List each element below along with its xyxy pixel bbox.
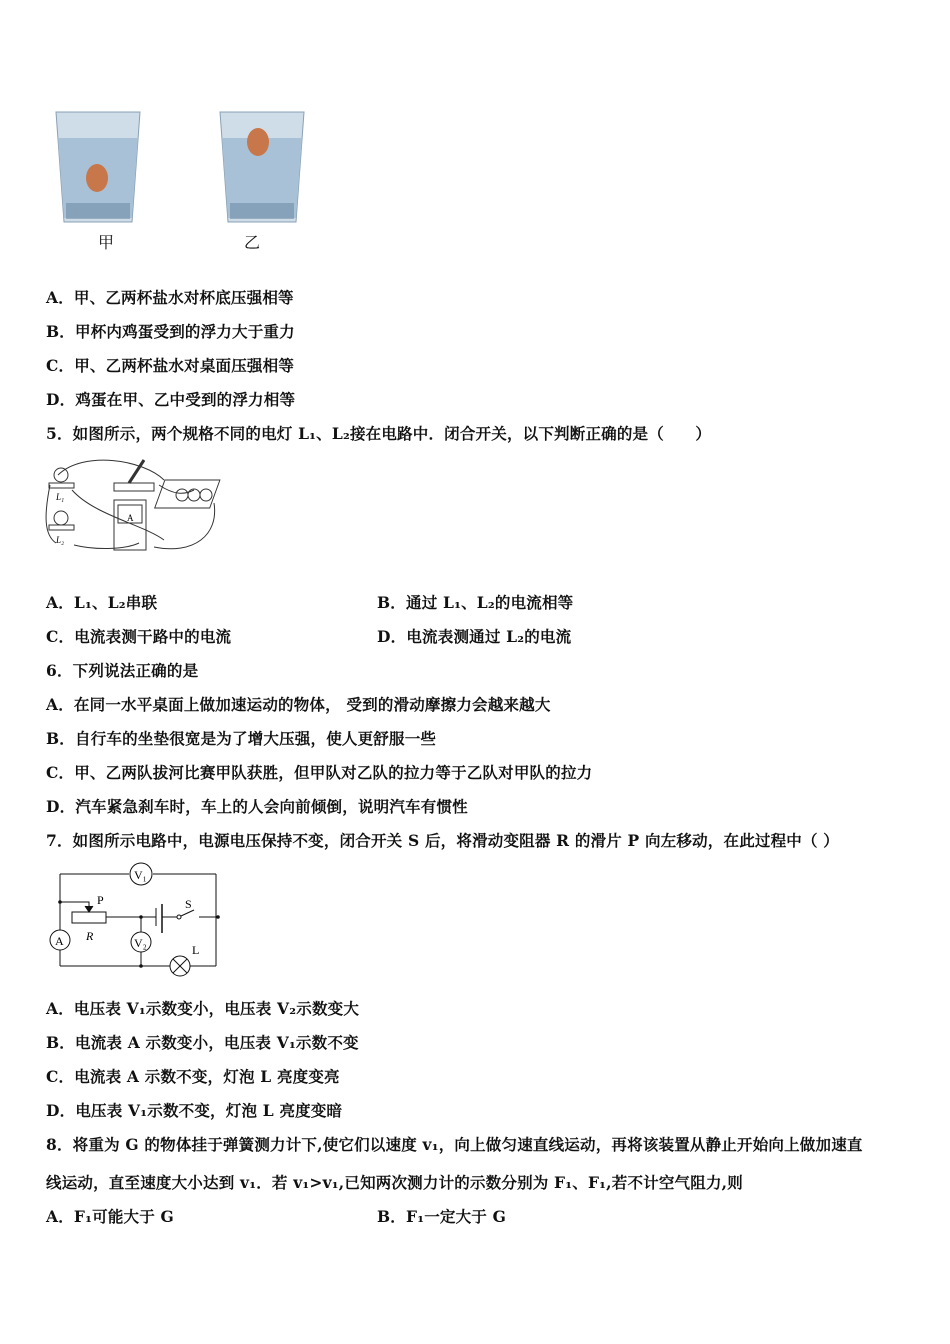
q4-option-d: D．鸡蛋在甲、乙中受到的浮力相等	[46, 390, 296, 409]
q8-stem-line1: 8．将重为 G 的物体挂于弹簧测力计下,使它们以速度 v₁，向上做匀速直线运动，再将该装置从静止开始向上做加速直	[46, 1135, 863, 1154]
q6-option-d: D．汽车紧急刹车时，车上的人会向前倾倒，说明汽车有惯性	[46, 797, 468, 816]
circuit-photo-q5	[44, 455, 234, 560]
q7-option-c: C．电流表 A 示数不变，灯泡 L 亮度变亮	[46, 1067, 340, 1086]
lamp-label-l1: L₁	[56, 492, 65, 502]
slider-p-label: P	[97, 893, 104, 907]
q5-stem: 5．如图所示，两个规格不同的电灯 L₁、L₂接在电路中．闭合开关，以下判断正确的是（ ）	[46, 424, 712, 443]
glass-figure-yi	[216, 108, 308, 226]
q7-stem: 7．如图所示电路中，电源电压保持不变，闭合开关 S 后，将滑动变阻器 R 的滑片 P 向左移动，在此过程中（ ）	[46, 831, 839, 850]
q7-option-a: A．电压表 V₁示数变小，电压表 V₂示数变大	[46, 999, 360, 1018]
lamp-label-l2: L₂	[56, 535, 65, 545]
q8-option-b: B．F₁一定大于 G	[377, 1207, 507, 1226]
ammeter-label: A	[127, 513, 134, 523]
q5-option-a: A．L₁、L₂串联	[46, 593, 158, 612]
lamp-l-label: L	[192, 943, 200, 957]
q6-option-c: C．甲、乙两队拔河比赛甲队获胜，但甲队对乙队的拉力等于乙队对甲队的拉力	[46, 763, 593, 782]
voltmeter-v2-label: V₂	[134, 936, 147, 950]
q6-option-b: B．自行车的坐垫很宽是为了增大压强，使人更舒服一些	[46, 729, 437, 748]
q4-option-a: A．甲、乙两杯盐水对杯底压强相等	[46, 288, 294, 307]
q4-option-b: B．甲杯内鸡蛋受到的浮力大于重力	[46, 322, 295, 341]
q4-option-c: C．甲、乙两杯盐水对桌面压强相等	[46, 356, 295, 375]
figure-label-jia: 甲	[98, 233, 115, 252]
q7-option-d: D．电压表 V₁示数不变，灯泡 L 亮度变暗	[46, 1101, 343, 1120]
circuit-diagram-q7	[44, 860, 229, 980]
q6-stem: 6．下列说法正确的是	[46, 661, 199, 680]
figure-label-yi: 乙	[244, 233, 261, 252]
q5-option-c: C．电流表测干路中的电流	[46, 627, 232, 646]
q8-stem-line2: 线运动，直至速度大小达到 v₁．若 v₁>v₁,已知两次测力计的示数分别为 F₁、F₁,若不计空气阻力,则	[46, 1173, 743, 1192]
resistor-r-label: R	[86, 929, 94, 943]
q5-option-d: D．电流表测通过 L₂的电流	[377, 627, 572, 646]
switch-s-label: S	[185, 897, 192, 911]
ammeter-a-label: A	[55, 934, 64, 948]
voltmeter-v1-label: V₁	[134, 868, 147, 882]
q5-option-b: B．通过 L₁、L₂的电流相等	[377, 593, 574, 612]
glass-figure-jia	[52, 108, 144, 226]
q6-option-a: A．在同一水平桌面上做加速运动的物体， 受到的滑动摩擦力会越来越大	[46, 695, 551, 714]
q8-option-a: A．F₁可能大于 G	[46, 1207, 174, 1226]
q7-option-b: B．电流表 A 示数变小，电压表 V₁示数不变	[46, 1033, 359, 1052]
